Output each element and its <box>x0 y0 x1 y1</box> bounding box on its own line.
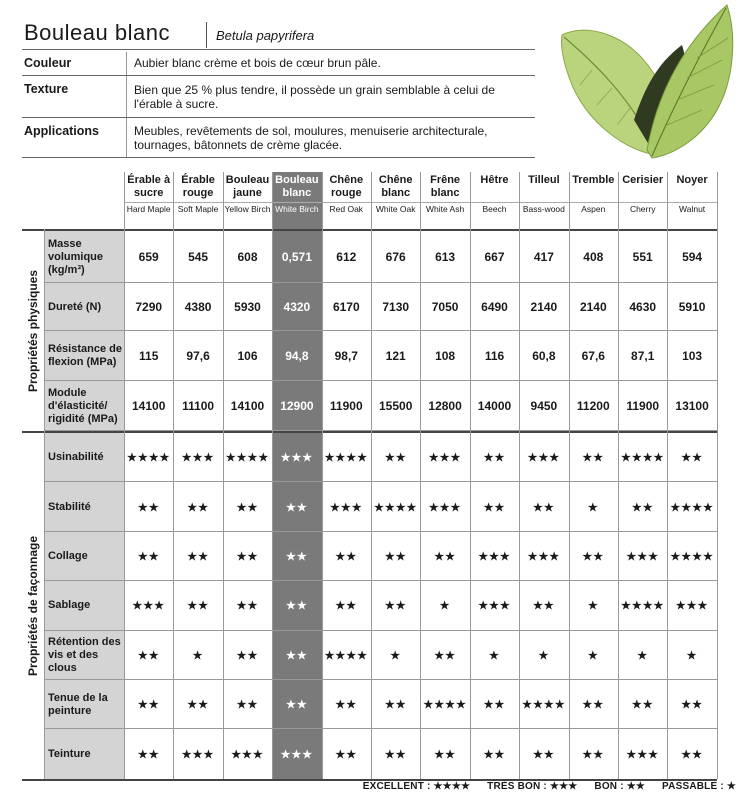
row-label: Usinabilité <box>44 433 124 482</box>
rating-stars: ★★★ <box>272 433 321 482</box>
row-label: Masse volumique (kg/m³) <box>44 231 124 283</box>
column-header: Chêne rouge <box>329 174 364 199</box>
info-row-color <box>22 52 535 76</box>
value-cell: 15500 <box>379 399 413 413</box>
value-cell: 4630 <box>629 300 657 314</box>
value-cell: 11900 <box>626 399 660 413</box>
value-cell: 11200 <box>576 399 610 413</box>
value-cell: 7050 <box>431 300 459 314</box>
rating-stars: ★★★ <box>428 501 462 514</box>
value-cell: 116 <box>484 349 505 363</box>
rating-stars: ★★ <box>272 532 321 581</box>
rating-stars: ★★ <box>483 748 506 761</box>
column-header-en: White Ash <box>425 204 465 214</box>
rating-stars: ★★★ <box>626 748 659 761</box>
column-divider <box>371 172 372 779</box>
rating-stars: ★★ <box>137 550 160 563</box>
rating-stars: ★★★ <box>527 452 561 465</box>
column-divider <box>223 172 224 779</box>
value-cell: 6170 <box>332 300 360 314</box>
rating-stars: ★★ <box>582 452 605 465</box>
column-divider <box>420 172 421 779</box>
column-header-en: Beech <box>482 204 507 214</box>
rating-stars: ★★ <box>335 748 358 761</box>
row-label: Stabilité <box>44 482 124 531</box>
legend-passable: PASSABLE : ★ <box>662 781 736 792</box>
rating-stars: ★★★★ <box>522 699 566 712</box>
rating-stars: ★★ <box>236 699 259 712</box>
value-cell: 9450 <box>530 399 558 413</box>
value-cell: 106 <box>237 349 258 363</box>
value-cell: 5930 <box>234 300 261 314</box>
rating-stars: ★★ <box>582 748 605 761</box>
value-cell: 7290 <box>135 300 163 314</box>
value-cell: 103 <box>682 349 703 363</box>
column-divider <box>717 172 718 779</box>
rating-stars: ★★ <box>236 501 259 514</box>
value-cell: 4320 <box>272 283 321 331</box>
column-header: Hêtre <box>480 174 509 186</box>
rating-stars: ★★ <box>681 699 703 712</box>
value-cell: 551 <box>632 250 653 264</box>
value-cell: 11900 <box>329 399 363 413</box>
rating-stars: ★★ <box>384 600 407 613</box>
rating-stars: ★★ <box>582 550 605 563</box>
rating-stars: ★★ <box>434 748 456 761</box>
rating-stars: ★★★ <box>478 550 511 563</box>
rating-stars: ★★ <box>187 699 209 712</box>
rating-stars: ★★ <box>272 482 321 531</box>
value-cell: 14100 <box>230 399 265 413</box>
row-label: Collage <box>44 532 124 581</box>
column-header-en: Hard Maple <box>126 204 171 214</box>
rating-stars: ★★ <box>137 649 160 662</box>
title-row <box>22 20 535 50</box>
value-cell: 676 <box>385 250 406 264</box>
value-cell: 13100 <box>675 399 709 413</box>
column-header: Érable à sucre <box>127 174 171 199</box>
value-cell: 608 <box>237 250 258 264</box>
column-divider <box>667 172 668 779</box>
info-key: Applications <box>24 124 100 138</box>
rating-stars: ★★ <box>272 631 321 680</box>
info-key: Texture <box>24 82 69 96</box>
rating-stars: ★★★★ <box>126 452 171 465</box>
rating-stars: ★★★★ <box>324 452 369 465</box>
group-label <box>22 433 44 779</box>
rating-stars: ★★★ <box>231 748 264 761</box>
rating-stars: ★★★ <box>329 501 363 514</box>
value-cell: 12800 <box>428 399 462 413</box>
rating-stars: ★★ <box>681 452 703 465</box>
value-cell: 14100 <box>132 399 166 413</box>
rating-stars: ★★ <box>483 501 506 514</box>
rating-stars: ★★ <box>187 550 209 563</box>
row-label: Résistance de flexion (MPa) <box>44 331 124 381</box>
rating-stars: ★★ <box>434 550 456 563</box>
rating-stars: ★★★★ <box>423 699 467 712</box>
column-header-en: Yellow Birch <box>224 204 271 214</box>
rating-stars: ★★ <box>335 699 358 712</box>
rating-stars: ★ <box>439 600 451 613</box>
legend-tres-bon: TRÈS BON : ★★★ <box>487 781 578 792</box>
value-cell: 545 <box>188 250 209 264</box>
info-row-applications <box>22 118 535 158</box>
value-cell: 94,8 <box>272 331 321 381</box>
info-divider <box>126 118 127 157</box>
rating-stars: ★★ <box>272 680 321 729</box>
rating-stars: ★★ <box>272 581 321 630</box>
value-cell: 97,6 <box>186 349 210 363</box>
value-cell: 612 <box>336 250 357 264</box>
legend-excellent: EXCELLENT : ★★★★ <box>362 781 471 792</box>
rating-stars: ★ <box>587 649 599 662</box>
rating-stars: ★★ <box>434 649 456 662</box>
column-header-en: Bass-wood <box>522 204 565 214</box>
rating-stars: ★★ <box>681 748 703 761</box>
value-cell: 0,571 <box>272 231 321 283</box>
column-header-en: White Oak <box>375 204 416 214</box>
rating-stars: ★★★★ <box>670 550 714 563</box>
value-cell: 408 <box>583 250 604 264</box>
label-divider <box>44 229 45 779</box>
value-cell: 14000 <box>477 399 512 413</box>
rating-stars: ★★ <box>236 550 259 563</box>
rating-stars: ★ <box>587 501 599 514</box>
column-header-en: Soft Maple <box>177 204 219 214</box>
rating-stars: ★★ <box>236 649 259 662</box>
rating-stars: ★★ <box>384 699 407 712</box>
column-divider <box>470 172 471 779</box>
rating-stars: ★★ <box>187 600 209 613</box>
value-cell: 5910 <box>678 300 706 314</box>
column-divider <box>618 172 619 779</box>
rating-stars: ★★ <box>533 501 555 514</box>
column-header: Érable rouge <box>181 174 215 199</box>
rating-stars: ★★ <box>582 699 605 712</box>
rating-stars: ★★ <box>187 501 209 514</box>
rating-stars: ★★ <box>483 699 506 712</box>
column-divider <box>124 172 125 779</box>
value-cell: 115 <box>139 349 159 363</box>
rating-stars: ★★★ <box>132 600 165 613</box>
rating-stars: ★★★★ <box>373 501 418 514</box>
value-cell: 121 <box>385 349 406 363</box>
value-cell: 11100 <box>182 399 215 413</box>
column-header: Chêne blanc <box>378 174 413 199</box>
rating-stars: ★ <box>538 649 550 662</box>
rating-stars: ★★★★ <box>620 452 665 465</box>
value-cell: 667 <box>484 250 505 264</box>
row-label: Teinture <box>44 729 124 778</box>
rating-stars: ★★★ <box>527 550 561 563</box>
column-header: Frêne blanc <box>430 174 461 199</box>
value-cell: 613 <box>435 250 456 264</box>
rating-stars: ★★ <box>631 501 654 514</box>
rating-stars: ★★ <box>384 550 407 563</box>
rating-stars: ★★ <box>384 452 407 465</box>
column-header-en: Red Oak <box>329 204 364 214</box>
rating-stars: ★★ <box>533 748 555 761</box>
rating-stars: ★★ <box>137 699 160 712</box>
value-cell: 659 <box>138 250 159 264</box>
rating-stars: ★★★★ <box>324 649 369 662</box>
value-cell: 417 <box>533 250 554 264</box>
rating-stars: ★★★ <box>181 748 215 761</box>
rating-stars: ★ <box>390 649 402 662</box>
info-value: Aubier blanc crème et bois de cœur brun pâle. <box>134 56 381 70</box>
value-cell: 594 <box>682 250 703 264</box>
row-label: Dureté (N) <box>44 283 124 331</box>
column-header: Cerisier <box>622 174 664 186</box>
column-header: Noyer <box>676 174 708 186</box>
rating-stars: ★★★ <box>272 729 321 778</box>
rating-stars: ★★ <box>335 550 358 563</box>
rating-stars: ★★ <box>483 452 506 465</box>
value-cell: 4380 <box>184 300 212 314</box>
group-label <box>22 231 44 431</box>
rating-stars: ★★★★ <box>225 452 270 465</box>
value-cell: 108 <box>435 349 456 363</box>
info-value: Bien que 25 % plus tendre, il possède un grain semblable à celui de l'érable à sucre. <box>134 83 495 111</box>
column-divider <box>519 172 520 779</box>
column-divider <box>322 172 323 779</box>
column-header-en: White Birch <box>275 204 319 214</box>
rating-stars: ★★★★ <box>670 501 714 514</box>
column-header: Bouleau jaune <box>225 174 270 199</box>
legend-bon: BON : ★★ <box>594 781 646 792</box>
rating-stars: ★ <box>637 649 649 662</box>
group-label-text: Propriétés physiques <box>26 269 41 393</box>
row-label: Tenue de la peinture <box>44 680 124 729</box>
rating-stars: ★★ <box>137 501 160 514</box>
species-latin-name: Betula papyrifera <box>216 28 315 43</box>
rating-stars: ★★ <box>335 600 358 613</box>
column-header: Tremble <box>572 174 615 186</box>
info-value: Meubles, revêtements de sol, moulures, menuiserie architecturale, tournages, bâtonnets de crème glacée. <box>134 124 488 152</box>
rating-stars: ★ <box>686 649 698 662</box>
column-header: Bouleau blanc <box>275 174 319 199</box>
column-header-en: Walnut <box>679 204 706 214</box>
rating-stars: ★★ <box>533 600 555 613</box>
rating-stars: ★★★ <box>428 452 462 465</box>
row-label: Sablage <box>44 581 124 630</box>
rating-stars: ★ <box>587 600 599 613</box>
group-label-text: Propriétés de façonnage <box>26 535 41 676</box>
value-cell: 2140 <box>530 300 558 314</box>
rating-legend <box>349 781 736 792</box>
rating-stars: ★ <box>489 649 500 662</box>
birch-leaf-image <box>552 0 742 160</box>
column-header: Tilleul <box>528 174 560 186</box>
column-divider <box>569 172 570 779</box>
value-cell: 2140 <box>579 300 607 314</box>
rating-stars: ★★ <box>631 699 654 712</box>
column-divider <box>272 172 273 779</box>
value-cell: 67,6 <box>581 349 605 363</box>
value-cell: 12900 <box>272 381 321 431</box>
row-label: Module d'élasticité/ rigidité (MPa) <box>44 381 124 431</box>
value-cell: 98,7 <box>334 349 358 363</box>
species-name: Bouleau blanc <box>24 20 170 45</box>
rating-stars: ★★★ <box>181 452 215 465</box>
info-divider <box>126 76 127 117</box>
rating-stars: ★★★ <box>675 600 709 613</box>
row-label: Rétention des vis et des clous <box>44 631 124 680</box>
column-header-en: Aspen <box>581 204 606 214</box>
info-divider <box>126 52 127 75</box>
title-divider <box>206 22 207 48</box>
rating-stars: ★ <box>192 649 204 662</box>
info-row-texture <box>22 76 535 118</box>
rating-stars: ★★ <box>236 600 259 613</box>
value-cell: 7130 <box>382 300 410 314</box>
value-cell: 87,1 <box>631 349 655 363</box>
column-divider <box>173 172 174 779</box>
value-cell: 60,8 <box>532 349 556 363</box>
value-cell: 6490 <box>481 300 508 314</box>
rating-stars: ★★★★ <box>620 600 665 613</box>
rating-stars: ★★★ <box>626 550 659 563</box>
info-key: Couleur <box>24 56 72 70</box>
rating-stars: ★★★ <box>478 600 511 613</box>
column-header-en: Cherry <box>629 204 656 214</box>
rating-stars: ★★ <box>137 748 160 761</box>
rating-stars: ★★ <box>384 748 407 761</box>
